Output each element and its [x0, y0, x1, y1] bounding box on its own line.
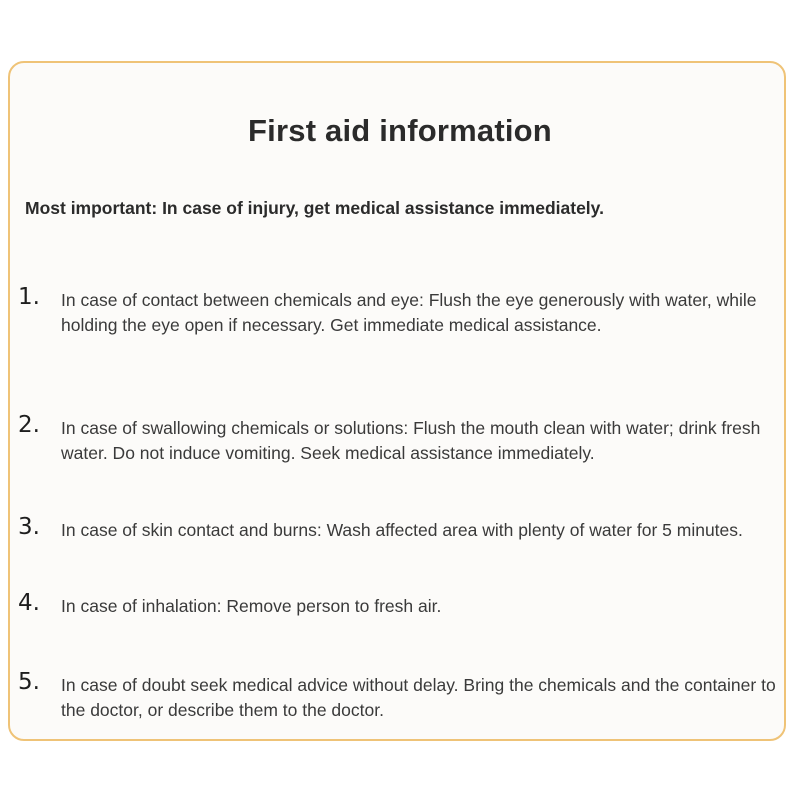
item-number: 1. — [18, 284, 40, 310]
item-number: 2. — [18, 412, 40, 438]
item-text: In case of swallowing chemicals or solutions: Flush the mouth clean with water; drink fresh water. Do not induce vomiting. Seek medical assistance immediately. — [61, 418, 761, 463]
item-number: 3. — [18, 514, 40, 540]
list-item — [18, 412, 788, 466]
first-aid-card — [8, 61, 786, 741]
list-item — [18, 669, 788, 723]
item-text: In case of doubt seek medical advice without delay. Bring the chemicals and the container to the doctor, or describe them to the doctor. — [61, 675, 776, 720]
item-text: In case of skin contact and burns: Wash affected area with plenty of water for 5 minutes. — [61, 520, 743, 540]
item-text: In case of inhalation: Remove person to fresh air. — [61, 596, 442, 616]
list-item — [18, 590, 788, 619]
list-item — [18, 284, 788, 338]
item-number: 5. — [18, 669, 40, 695]
list-item — [18, 514, 788, 543]
page-title: First aid information — [248, 113, 552, 148]
item-number: 4. — [18, 590, 40, 616]
important-notice: Most important: In case of injury, get medical assistance immediately. — [25, 198, 604, 218]
item-text: In case of contact between chemicals and eye: Flush the eye generously with water, while holding the eye open if necessary. Get immediate medical assistance. — [61, 290, 757, 335]
